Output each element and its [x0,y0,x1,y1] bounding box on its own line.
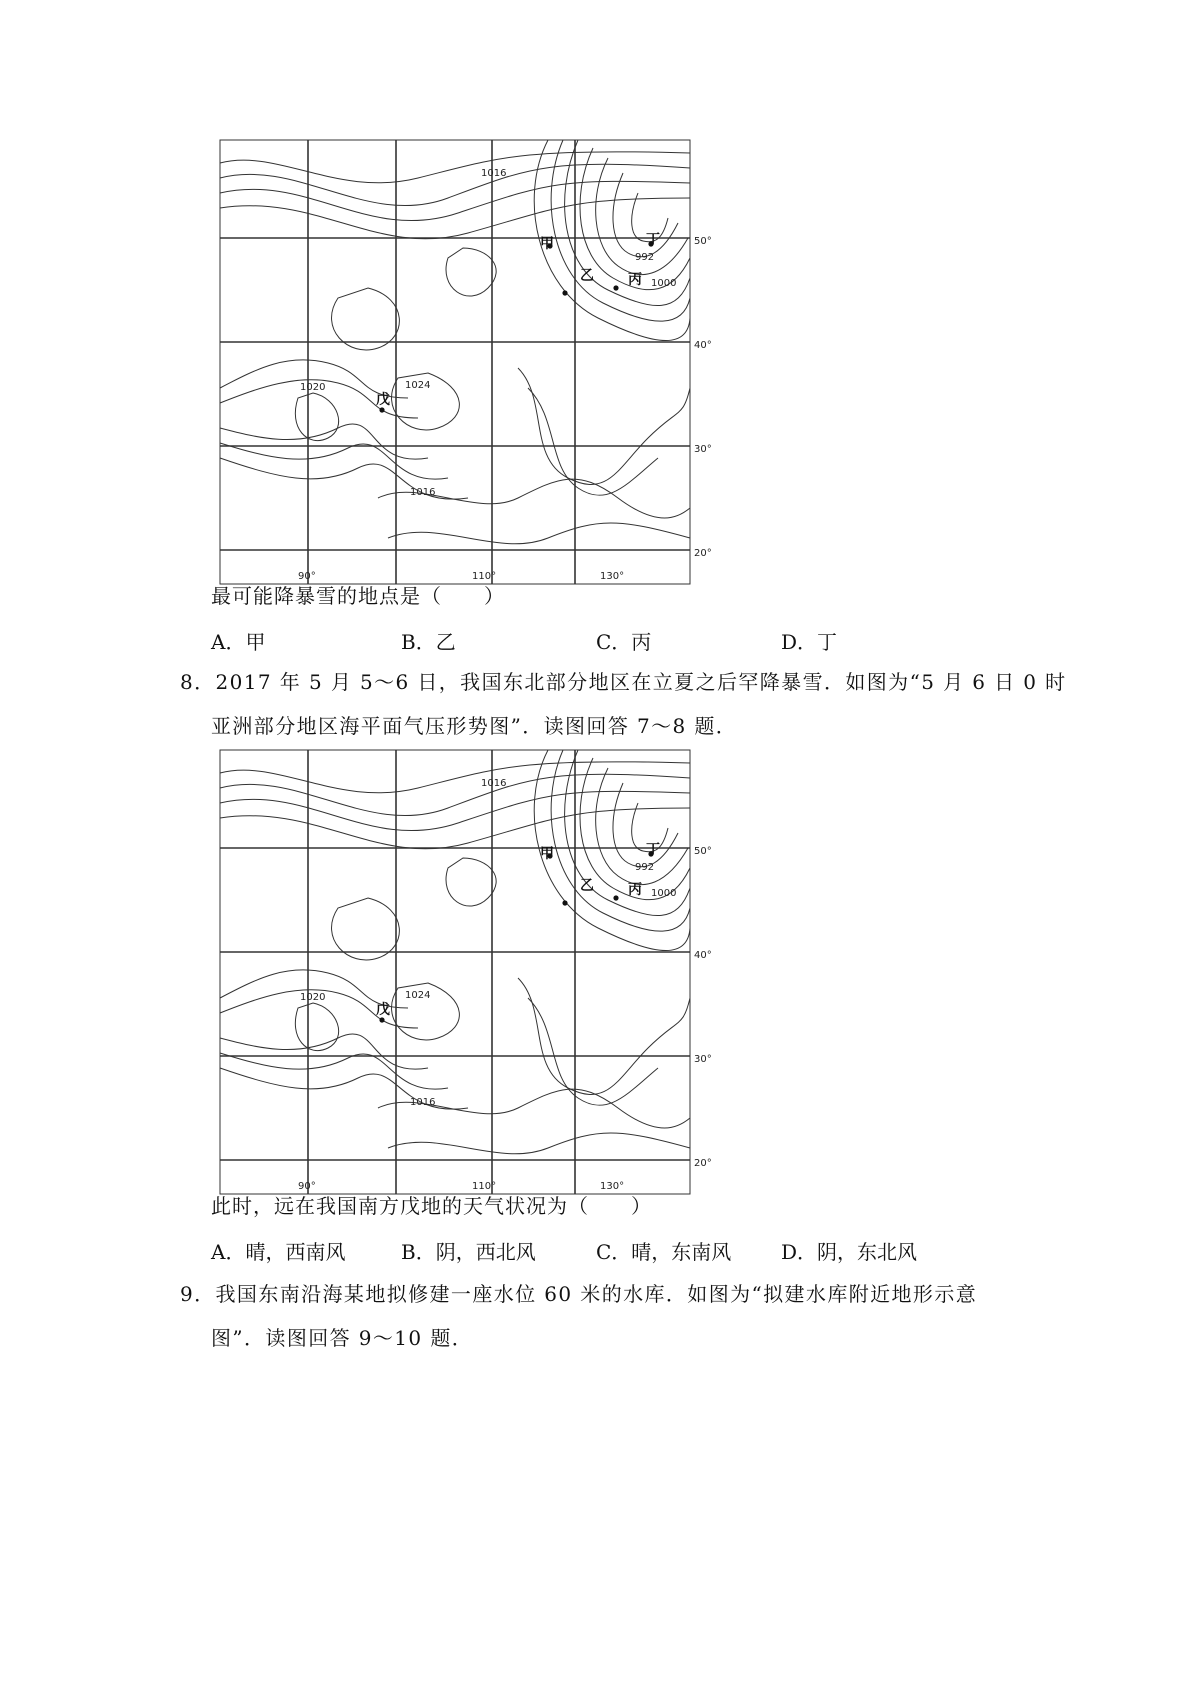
q8-option-a[interactable]: A．晴，西南风 [211,1240,346,1264]
pressure-map-2 [218,748,748,1196]
isobar-line [446,858,496,906]
place-label: 戊 [376,1002,390,1018]
isobar-value-label: 1000 [651,888,677,899]
isobar-line [388,1133,690,1154]
place-label: 乙 [580,878,594,894]
isobar-line [534,140,690,341]
q7-option-d[interactable]: D．丁 [781,630,838,654]
isobar-value-label: 1016 [481,168,507,179]
isobar-line [220,1053,448,1089]
latitude-label: 40° [694,950,712,961]
isobar-line [332,288,400,350]
place-marker [379,1017,384,1022]
isobar-line [388,523,690,544]
place-label: 甲 [540,846,554,862]
latitude-label: 20° [694,548,712,559]
isobar-value-label: 1020 [300,382,326,393]
isobar-line [378,479,690,518]
q7-option-b[interactable]: B．乙 [401,630,456,654]
place-label: 丁 [646,232,660,248]
q9-stem-line1: 9．我国东南沿海某地拟修建一座水位 60 米的水库．如图为“拟建水库附近地形示意 [180,1282,978,1306]
place-label: 乙 [580,268,594,284]
q8-stem-line1: 8．2017 年 5 月 5～6 日，我国东北部分地区在立夏之后罕降暴雪．如图为“5 月 6 日 0 时 [180,670,1067,694]
isobar-line [446,248,496,296]
pressure-map-1 [218,138,748,586]
place-marker [379,407,384,412]
latitude-label: 30° [694,1054,712,1065]
q7-option-c[interactable]: C．丙 [596,630,652,654]
latitude-label: 30° [694,444,712,455]
isobar-value-label: 1016 [481,778,507,789]
isobar-line [528,388,658,495]
q8-option-d[interactable]: D．阴，东北风 [781,1240,918,1264]
place-marker [562,900,567,905]
pressure-map-svg [218,748,748,1196]
place-marker [613,285,618,290]
isobar-value-label: 1000 [651,278,677,289]
longitude-label: 90° [298,1181,316,1192]
place-label: 甲 [540,236,554,252]
q9-stem-line2: 图”．读图回答 9～10 题． [211,1326,474,1350]
place-label: 丁 [646,842,660,858]
isobar-value-label: 992 [635,252,655,263]
q8-option-c[interactable]: C．晴，东南风 [596,1240,732,1264]
place-label: 戊 [376,392,390,408]
isobar-line [551,750,690,931]
isobar-value-label: 1020 [300,992,326,1003]
longitude-label: 110° [472,1181,497,1192]
longitude-label: 110° [472,571,497,582]
isobar-value-label: 1024 [405,990,431,1001]
q7-prompt: 最可能降暴雪的地点是（ ） [211,584,505,608]
isobar-line [220,198,690,239]
place-marker [613,895,618,900]
map-frame [220,140,690,584]
isobar-line [332,898,400,960]
isobar-line [518,978,690,1094]
latitude-label: 50° [694,846,712,857]
q8-prompt: 此时，远在我国南方戊地的天气状况为（ ） [211,1194,652,1218]
pressure-map-svg [218,138,748,586]
q8-stem-line2: 亚洲部分地区海平面气压形势图”．读图回答 7～8 题． [211,714,738,738]
place-label: 丙 [628,272,642,288]
map-frame [220,750,690,1194]
isobar-line [220,443,448,479]
isobar-value-label: 1016 [410,487,436,498]
longitude-label: 130° [600,571,625,582]
latitude-label: 20° [694,1158,712,1169]
place-label: 丙 [628,882,642,898]
isobar-line [528,998,658,1105]
isobar-line [378,1089,690,1128]
longitude-label: 130° [600,1181,625,1192]
latitude-label: 40° [694,340,712,351]
longitude-label: 90° [298,571,316,582]
isobar-line [295,1003,338,1051]
q7-option-a[interactable]: A．甲 [211,630,266,654]
isobar-line [220,808,690,849]
isobar-value-label: 1024 [405,380,431,391]
isobar-value-label: 1016 [410,1097,436,1108]
place-marker [562,290,567,295]
isobar-line [220,762,690,793]
isobar-line [551,140,690,321]
isobar-line [220,152,690,183]
q8-option-b[interactable]: B．阴，西北风 [401,1240,536,1264]
isobar-line [220,181,690,220]
isobar-line [534,750,690,951]
isobar-line [220,791,690,830]
isobar-line [518,368,690,484]
latitude-label: 50° [694,236,712,247]
isobar-line [295,393,338,441]
isobar-value-label: 992 [635,862,655,873]
